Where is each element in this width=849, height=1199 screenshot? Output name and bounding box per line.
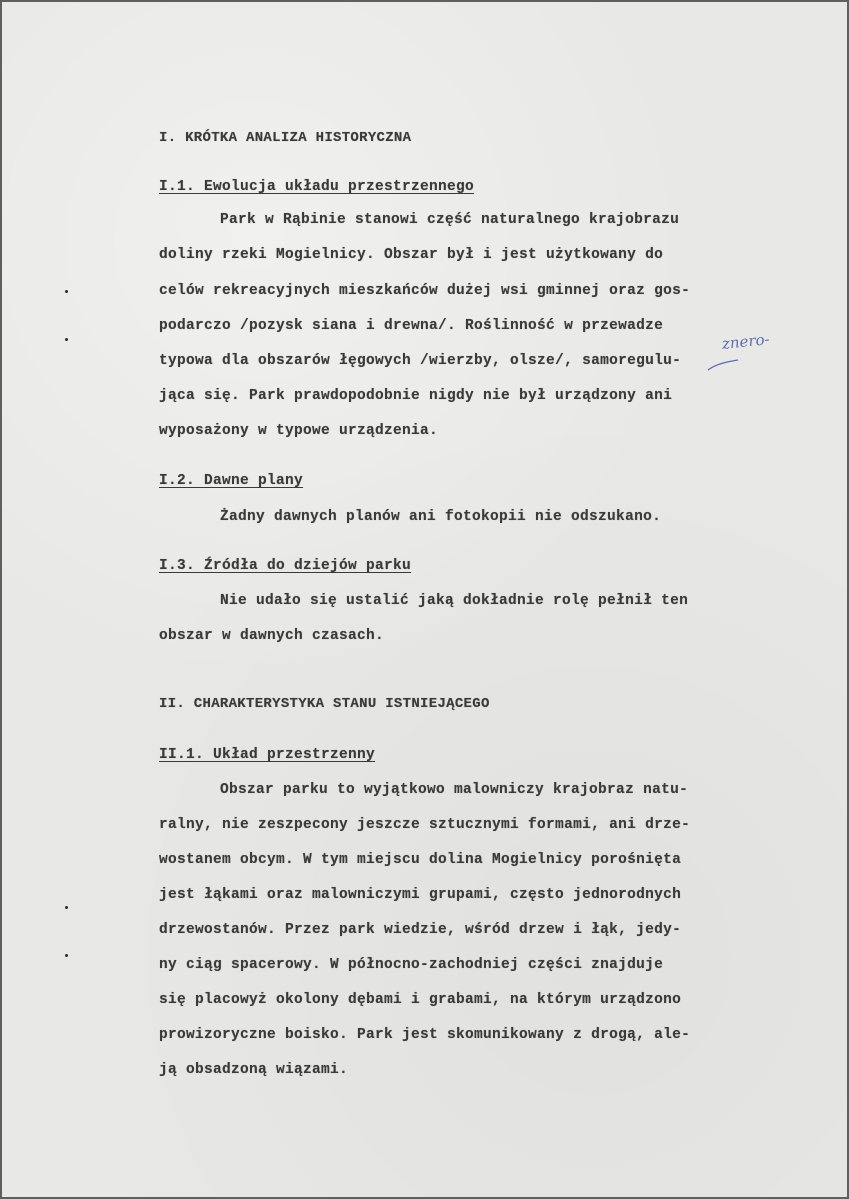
margin-dot [65, 290, 68, 293]
paragraph-line: ralny, nie zeszpecony jeszcze sztucznymi formami, ani drze- [159, 817, 691, 833]
paragraph-line: ny ciąg spacerowy. W północno-zachodniej części znajduje [159, 957, 664, 973]
subsection-heading-1-1: I.1. Ewolucja układu przestrzennego [159, 179, 475, 195]
handwritten-annotation: znero- [721, 330, 771, 353]
paragraph-line: drzewostanów. Przez park wiedzie, wśród drzew i łąk, jedy- [159, 922, 682, 938]
section-heading-1: I. KRÓTKA ANALIZA HISTORYCZNA [159, 130, 412, 146]
subsection-heading-1-3: I.3. Źródła do dziejów parku [159, 558, 412, 574]
paragraph-line: jąca się. Park prawdopodobnie nigdy nie był urządzony ani [159, 388, 673, 404]
paragraph-line: Park w Rąbinie stanowi część naturalnego krajobrazu [220, 212, 680, 228]
paragraph-line: wostanem obcym. W tym miejscu dolina Mogielnicy porośnięta [159, 852, 682, 868]
paragraph-line: doliny rzeki Mogielnicy. Obszar był i jest użytkowany do [159, 247, 664, 263]
margin-dot [65, 954, 68, 957]
paragraph-line: typowa dla obszarów łęgowych /wierzby, olsze/, samoregulu- [159, 353, 682, 369]
section-heading-2: II. CHARAKTERYSTYKA STANU ISTNIEJĄCEGO [159, 696, 490, 712]
paragraph-line: Żadny dawnych planów ani fotokopii nie odszukano. [220, 509, 662, 525]
paragraph-line: podarczo /pozysk siana i drewna/. Roślinność w przewadze [159, 318, 664, 334]
paragraph-line: Nie udało się ustalić jaką dokładnie rolę pełnił ten [220, 593, 689, 609]
margin-dot [65, 906, 68, 909]
paragraph-line: obszar w dawnych czasach. [159, 628, 385, 644]
subsection-heading-1-2: I.2. Dawne plany [159, 473, 304, 489]
annotation-stroke-icon [706, 358, 740, 374]
paragraph-line: celów rekreacyjnych mieszkańców dużej wsi gminnej oraz gos- [159, 283, 691, 299]
document-page [2, 2, 847, 1197]
paragraph-line: się placowyż okolony dębami i grabami, na którym urządzono [159, 992, 682, 1008]
subsection-heading-2-1: II.1. Układ przestrzenny [159, 747, 376, 763]
paragraph-line: wyposażony w typowe urządzenia. [159, 423, 439, 439]
paragraph-line: jest łąkami oraz malowniczymi grupami, często jednorodnych [159, 887, 682, 903]
paragraph-line: Obszar parku to wyjątkowo malowniczy krajobraz natu- [220, 782, 689, 798]
margin-dot [65, 338, 68, 341]
paragraph-line: ją obsadzoną wiązami. [159, 1062, 349, 1078]
paragraph-line: prowizoryczne boisko. Park jest skomunikowany z drogą, ale- [159, 1027, 691, 1043]
